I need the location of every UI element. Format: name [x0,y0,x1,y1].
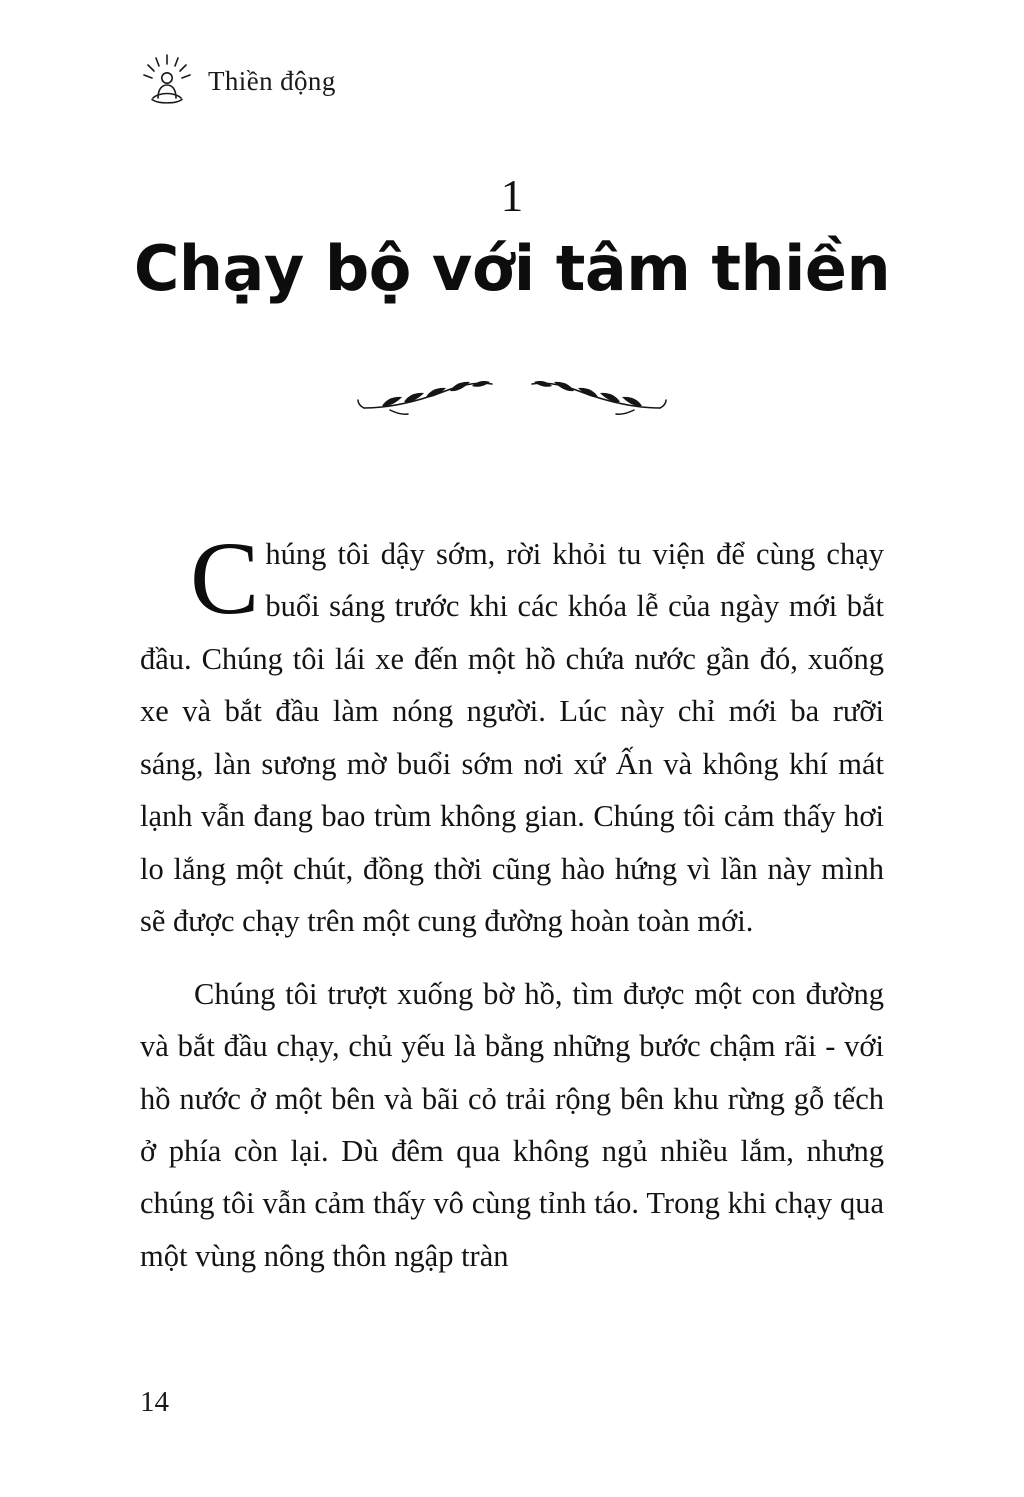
paragraph-1-text: húng tôi dậy sớm, rời khỏi tu viện để cùng chạy buổi sáng trước khi các khóa lễ của ngày mới bắt đầu. Chúng tôi lái xe đến một hồ chứa nước gần đó, xuống xe và bắt đầu làm nóng người. Lúc này chỉ mới ba rưỡi sáng, làn sương mờ buổi sớm nơi xứ Ấn và không khí mát lạnh vẫn đang bao trùm không gian. Chúng tôi cảm thấy hơi lo lắng một chút, đồng thời cũng hào hứng vì lần này mình sẽ được chạy trên một cung đường hoàn toàn mới. [140,537,884,939]
paragraph-2: Chúng tôi trượt xuống bờ hồ, tìm được một con đường và bắt đầu chạy, chủ yếu là bằng những bước chậm rãi - với hồ nước ở một bên và bãi cỏ trải rộng bên khu rừng gỗ tếch ở phía còn lại. Dù đêm qua không ngủ nhiều lắm, nhưng chúng tôi vẫn cảm thấy vô cùng tỉnh táo. Trong khi chạy qua một vùng nông thôn ngập tràn [140,976,884,1273]
paragraph-1 [140,521,884,948]
body-text [140,521,884,1282]
drop-cap: C [190,521,260,636]
chapter-number: 1 [500,171,524,221]
page-number: 14 [140,1386,169,1418]
meditating-figure-with-rays-icon [138,52,196,110]
leafy-branch-divider-icon [352,368,672,424]
running-header-text: Thiền động [208,65,336,96]
running-header [138,52,336,110]
chapter-title: Chạy bộ với tâm thiền [133,232,891,305]
